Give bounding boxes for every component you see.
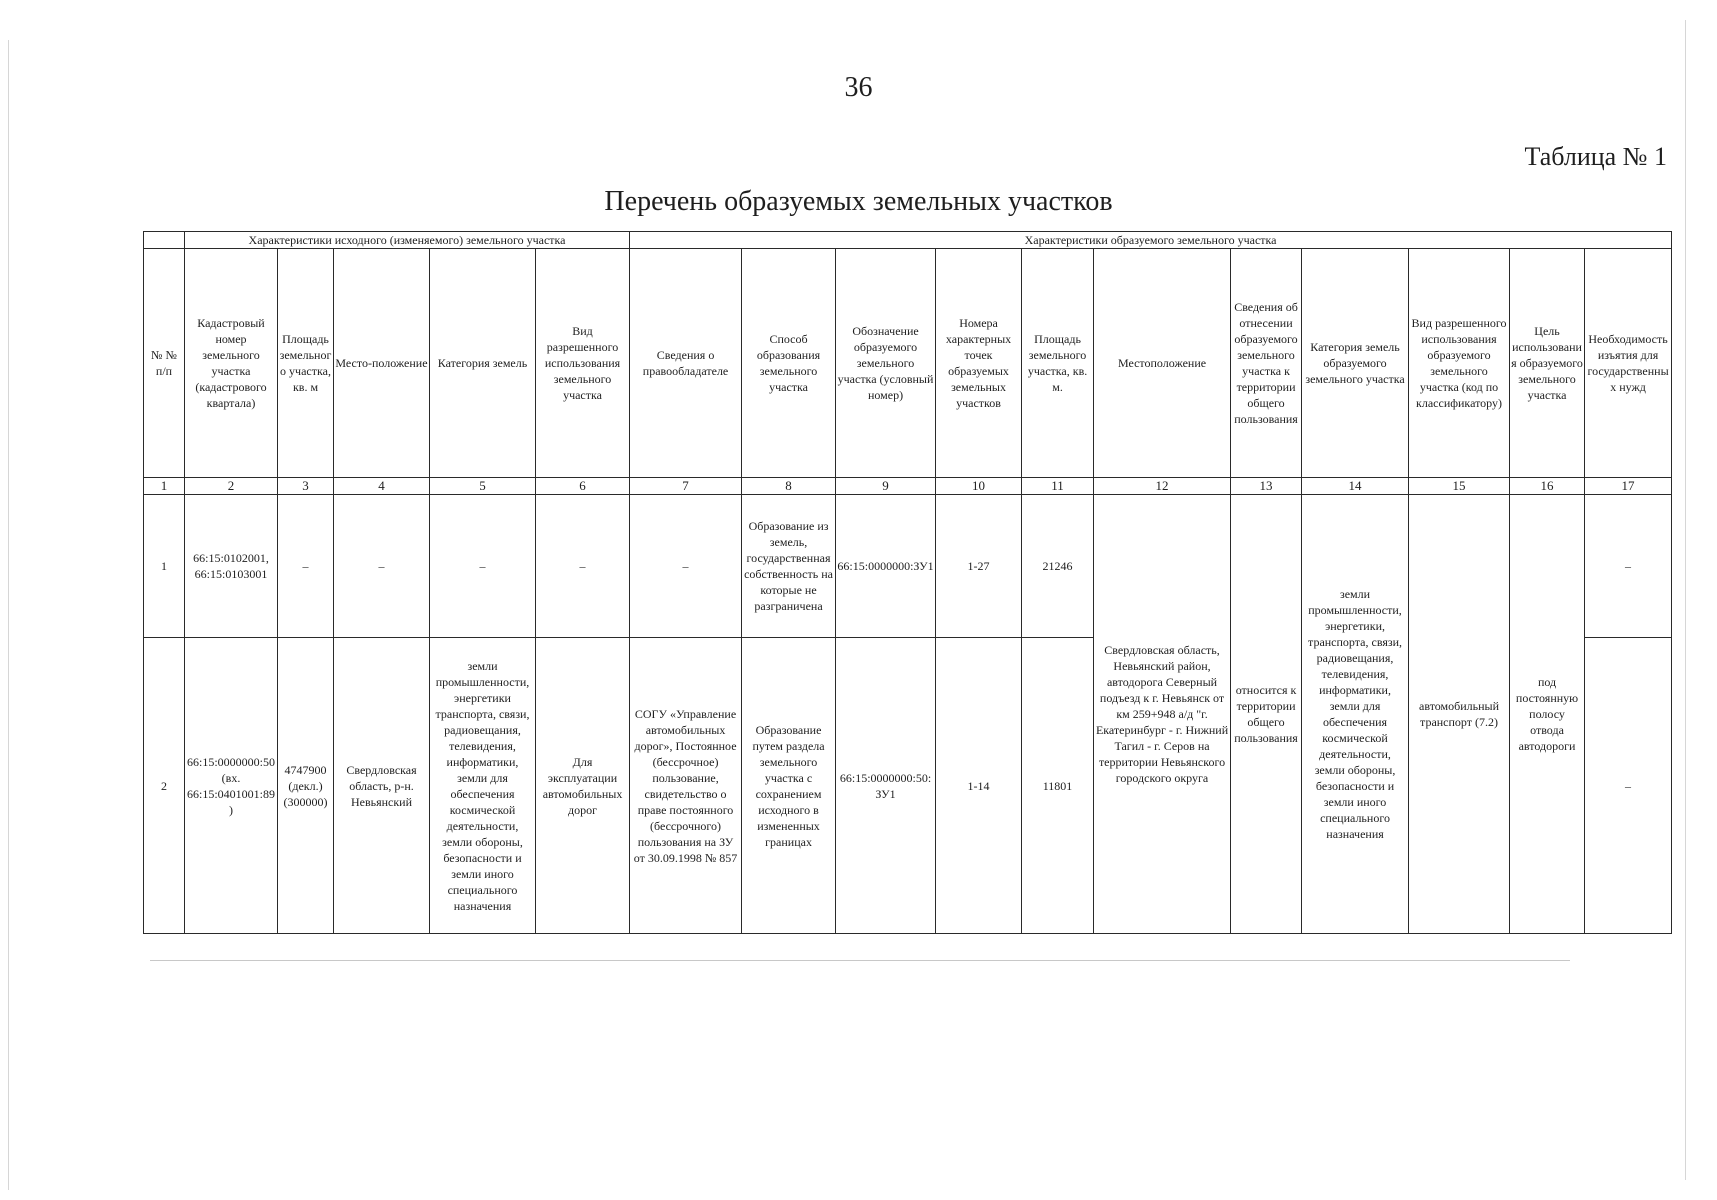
- column-header: Сведения об отнесении образуемого земельного участка к территории общего пользования: [1231, 249, 1302, 478]
- source-location-cell: Свердловская область, р-н. Невьянский: [334, 638, 430, 934]
- source-area-cell: –: [278, 495, 334, 638]
- source-location-cell: –: [334, 495, 430, 638]
- area-cell: 21246: [1022, 495, 1094, 638]
- table-label: Таблица № 1: [1524, 142, 1667, 171]
- group-header-formed: Характеристики образуемого земельного участка: [630, 232, 1672, 249]
- column-header: Категория земель: [430, 249, 536, 478]
- column-header: Необходимость изъятия для государственных нужд: [1585, 249, 1672, 478]
- column-header: Вид разрешенного использования образуемого земельного участка (код по классификатору): [1409, 249, 1510, 478]
- column-header: Вид разрешенного использования земельного участка: [536, 249, 630, 478]
- seizure-cell: –: [1585, 638, 1672, 934]
- column-number: 5: [430, 478, 536, 495]
- group-header-source: Характеристики исходного (изменяемого) земельного участка: [185, 232, 630, 249]
- area-cell: 11801: [1022, 638, 1094, 934]
- scan-artifact-line: [150, 960, 1570, 961]
- column-header: Категория земель образуемого земельного участка: [1302, 249, 1409, 478]
- column-header: Местоположение: [1094, 249, 1231, 478]
- column-number: 2: [185, 478, 278, 495]
- designation-cell: 66:15:0000000:ЗУ1: [836, 495, 936, 638]
- land-plots-table: [143, 231, 1672, 934]
- location-cell: Свердловская область, Невьянский район, автодорога Северный подъезд к г. Невьянск от км 259+948 а/д "г. Екатеринбург - г. Нижний Тагил - г. Серов на территории Невьянского городского округа: [1094, 495, 1231, 934]
- column-number: 14: [1302, 478, 1409, 495]
- column-header: Обозначение образуемого земельного участка (условный номер): [836, 249, 936, 478]
- permitted-use-cell: автомобильный транспорт (7.2): [1409, 495, 1510, 934]
- column-number: 1: [144, 478, 185, 495]
- column-number-row: [144, 478, 1672, 495]
- column-number: 7: [630, 478, 742, 495]
- formation-method-cell: Образование из земель, государственная собственность на которые не разграничена: [742, 495, 836, 638]
- cadastral-number-cell: 66:15:0102001, 66:15:0103001: [185, 495, 278, 638]
- row-number: 2: [144, 638, 185, 934]
- column-header: Площадь земельного участка, кв. м.: [1022, 249, 1094, 478]
- column-header: Номера характерных точек образуемых земельных участков: [936, 249, 1022, 478]
- source-use-cell: Для эксплуатации автомобильных дорог: [536, 638, 630, 934]
- table-header-row: [144, 249, 1672, 478]
- column-number: 13: [1231, 478, 1302, 495]
- source-category-cell: –: [430, 495, 536, 638]
- column-number: 11: [1022, 478, 1094, 495]
- designation-cell: 66:15:0000000:50:ЗУ1: [836, 638, 936, 934]
- column-number: 9: [836, 478, 936, 495]
- table-title: Перечень образуемых земельных участков: [604, 186, 1113, 217]
- column-number: 8: [742, 478, 836, 495]
- owner-cell: –: [630, 495, 742, 638]
- column-header: Способ образования земельного участка: [742, 249, 836, 478]
- source-use-cell: –: [536, 495, 630, 638]
- column-number: 4: [334, 478, 430, 495]
- column-header: Сведения о правообладателе: [630, 249, 742, 478]
- points-cell: 1-14: [936, 638, 1022, 934]
- column-number: 6: [536, 478, 630, 495]
- column-number: 3: [278, 478, 334, 495]
- column-number: 16: [1510, 478, 1585, 495]
- column-number: 15: [1409, 478, 1510, 495]
- column-number: 12: [1094, 478, 1231, 495]
- column-number: 17: [1585, 478, 1672, 495]
- table-group-header-row: [144, 232, 1672, 249]
- column-header: Место-положение: [334, 249, 430, 478]
- seizure-cell: –: [1585, 495, 1672, 638]
- column-header: № № п/п: [144, 249, 185, 478]
- table-row: [144, 495, 1672, 638]
- category-cell: земли промышленности, энергетики, транспорта, связи, радиовещания, телевидения, информатики, земли для обеспечения космической деятельности, земли обороны, безопасности и земли иного специального назначения: [1302, 495, 1409, 934]
- owner-cell: СОГУ «Управление автомобильных дорог», Постоянное (бессрочное) пользование, свидетельство о праве постоянного (бессрочного) пользования на ЗУ от 30.09.1998 № 857: [630, 638, 742, 934]
- column-number: 10: [936, 478, 1022, 495]
- column-header: Кадастровый номер земельного участка (кадастрового квартала): [185, 249, 278, 478]
- group-header-empty: [144, 232, 185, 249]
- column-header: Цель использования образуемого земельного участка: [1510, 249, 1585, 478]
- public-use-cell: относится к территории общего пользования: [1231, 495, 1302, 934]
- purpose-cell: под постоянную полосу отвода автодороги: [1510, 495, 1585, 934]
- row-number: 1: [144, 495, 185, 638]
- points-cell: 1-27: [936, 495, 1022, 638]
- source-area-cell: 4747900 (декл.) (300000): [278, 638, 334, 934]
- formation-method-cell: Образование путем раздела земельного участка с сохранением исходного в измененных границах: [742, 638, 836, 934]
- column-header: Площадь земельного участка, кв. м: [278, 249, 334, 478]
- cadastral-number-cell: 66:15:0000000:50 (вх. 66:15:0401001:89): [185, 638, 278, 934]
- page-number: 36: [844, 72, 873, 103]
- source-category-cell: земли промышленности, энергетики транспорта, связи, радиовещания, телевидения, информатики, земли для обеспечения космической деятельности, земли обороны, безопасности и земли иного специального назначения: [430, 638, 536, 934]
